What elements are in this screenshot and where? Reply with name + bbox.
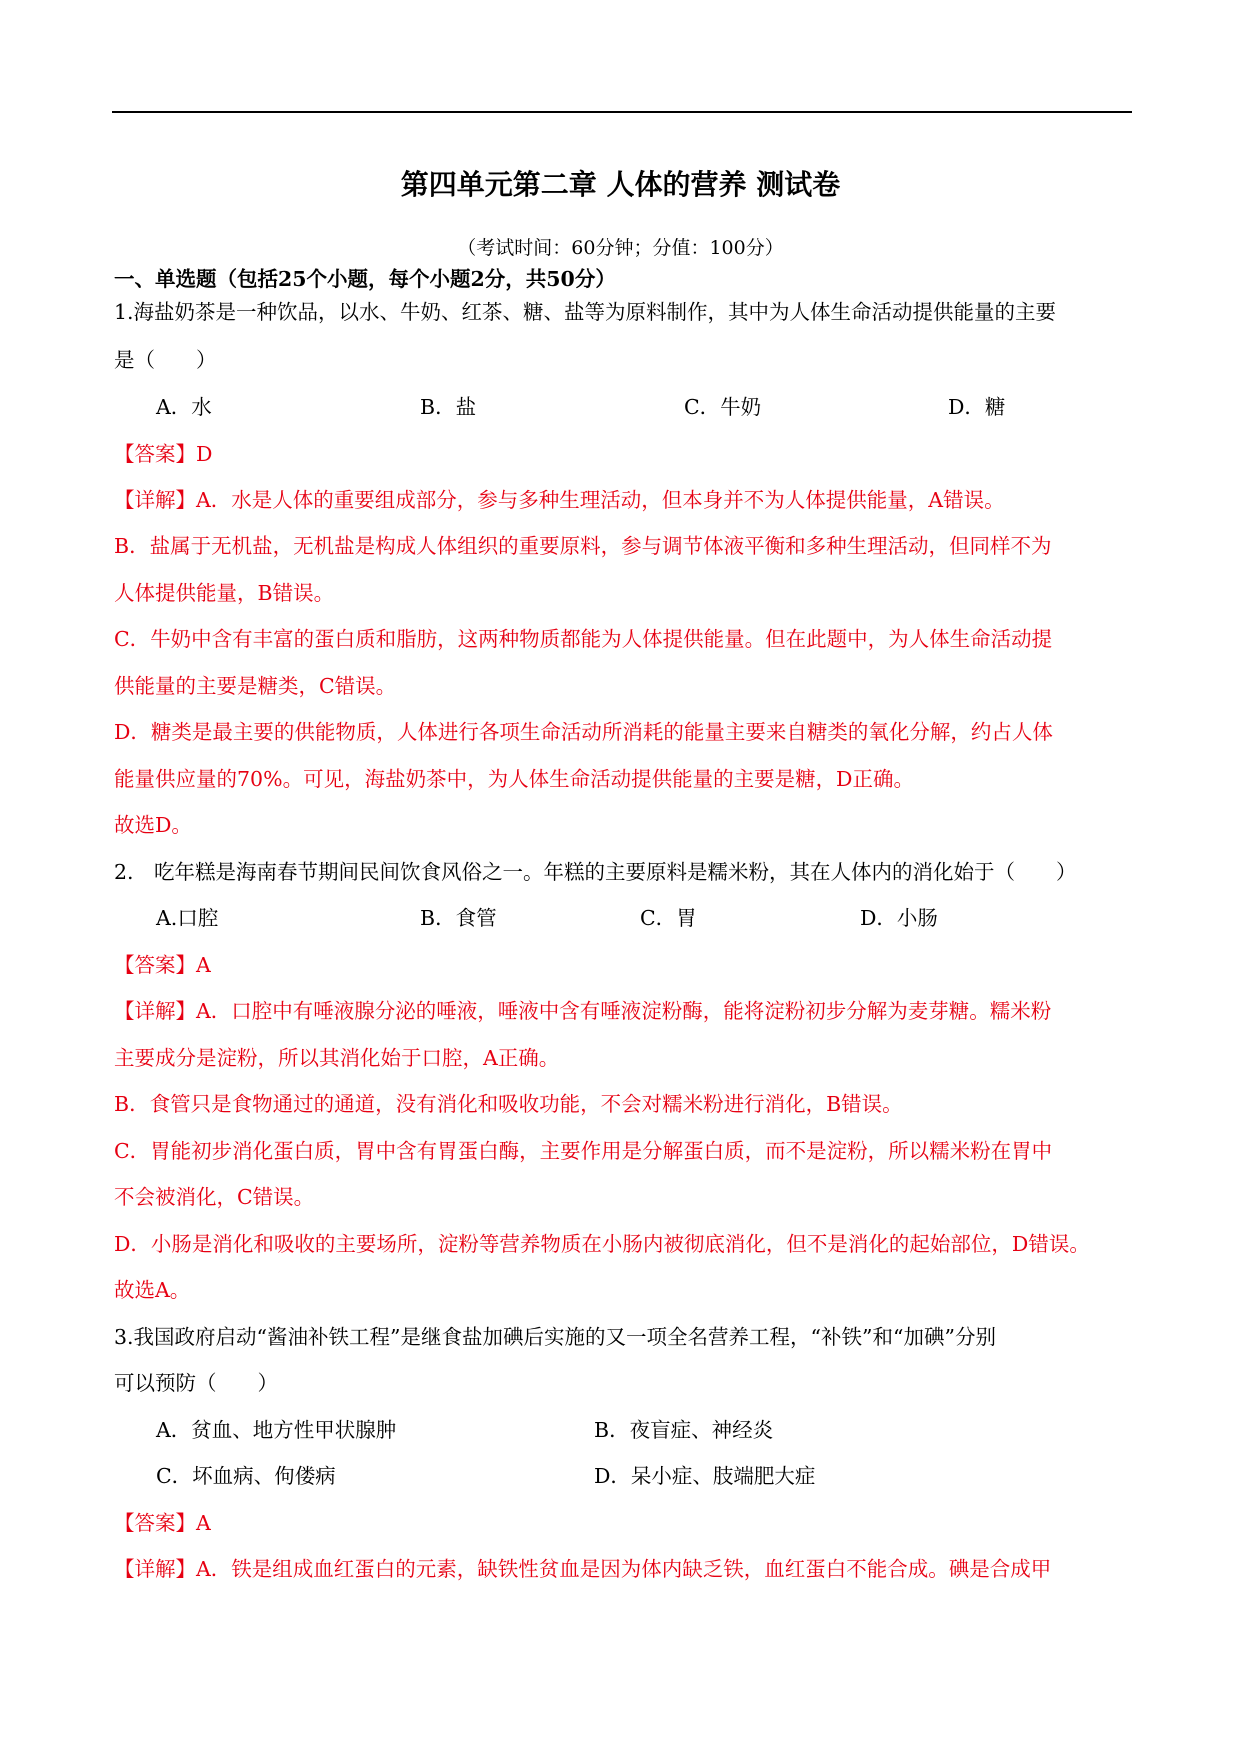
- q3-option-b: B．夜盲症、神经炎: [594, 1418, 774, 1442]
- page-title: 第四单元第二章 人体的营养 测试卷: [400, 168, 841, 201]
- q1-detail-2b: 人体提供能量，B错误。: [114, 581, 335, 605]
- q3-stem-line1: 3.我国政府启动“酱油补铁工程”是继食盐加碘后实施的又一项全名营养工程，“补铁”和“加碘”分别: [114, 1325, 996, 1349]
- q3-answer: 【答案】A: [114, 1511, 211, 1535]
- q2-option-c: C．胃: [640, 906, 697, 930]
- q2-option-a: A.口腔: [156, 906, 219, 930]
- q1-detail-4a: D．糖类是最主要的供能物质，人体进行各项生命活动所消耗的能量主要来自糖类的氧化分解，约占人体: [114, 720, 1053, 744]
- q2-conclusion: 故选A。: [114, 1278, 191, 1302]
- q2-detail-1a-text: A．口腔中有唾液腺分泌的唾液，唾液中含有唾液淀粉酶，能将淀粉初步分解为麦芽糖。糯米粉: [196, 999, 1052, 1023]
- header-rule: [112, 111, 1132, 113]
- q1-detail-3a: C．牛奶中含有丰富的蛋白质和脂肪，这两种物质都能为人体提供能量。但在此题中，为人体生命活动提: [114, 627, 1053, 651]
- q1-conclusion: 故选D。: [114, 813, 192, 837]
- q1-option-d: D．糖: [948, 395, 1006, 419]
- q1-stem-line1: 1.海盐奶茶是一种饮品，以水、牛奶、红茶、糖、盐等为原料制作，其中为人体生命活动提供能量的主要: [114, 300, 1057, 324]
- exam-info: （考试时间：60分钟；分值：100分）: [457, 237, 784, 259]
- q3-detail-tag: 【详解】: [114, 1557, 196, 1581]
- q2-detail-3b: 不会被消化，C错误。: [114, 1185, 315, 1209]
- q1-answer: 【答案】D: [114, 442, 213, 466]
- q2-option-d: D．小肠: [860, 906, 938, 930]
- q2-detail-tag: 【详解】: [114, 999, 196, 1023]
- section-heading: 一、单选题（包括25个小题，每个小题2分，共50分）: [114, 267, 616, 291]
- q2-detail-1b: 主要成分是淀粉，所以其消化始于口腔，A正确。: [114, 1046, 560, 1070]
- q3-option-c: C．坏血病、佝偻病: [156, 1464, 336, 1488]
- q2-option-b: B．食管: [420, 906, 497, 930]
- q1-detail-tag: 【详解】: [114, 488, 196, 512]
- q1-option-b: B．盐: [420, 395, 477, 419]
- q2-detail-3a: C．胃能初步消化蛋白质，胃中含有胃蛋白酶，主要作用是分解蛋白质，而不是淀粉，所以糯米粉在胃中: [114, 1139, 1053, 1163]
- q1-option-a: A．水: [156, 395, 212, 419]
- q3-option-d: D．呆小症、肢端肥大症: [594, 1464, 816, 1488]
- q2-stem: 2. 吃年糕是海南春节期间民间饮食风俗之一。年糕的主要原料是糯米粉，其在人体内的消化始于（ ）: [114, 860, 1077, 884]
- q2-detail-4: D．小肠是消化和吸收的主要场所，淀粉等营养物质在小肠内被彻底消化，但不是消化的起始部位，D错误。: [114, 1232, 1090, 1256]
- q1-option-c: C．牛奶: [684, 395, 762, 419]
- q1-detail-2a: B．盐属于无机盐，无机盐是构成人体组织的重要原料，参与调节体液平衡和多种生理活动，但同样不为: [114, 534, 1052, 558]
- q3-stem-line2: 可以预防（ ）: [114, 1371, 278, 1395]
- q1-detail-1: [114, 487, 1005, 513]
- q1-stem-line2: 是（ ）: [114, 348, 217, 372]
- q3-option-a: A．贫血、地方性甲状腺肿: [156, 1418, 397, 1442]
- q1-detail-3b: 供能量的主要是糖类，C错误。: [114, 674, 397, 698]
- q2-answer: 【答案】A: [114, 953, 211, 977]
- q3-detail-1-text: A．铁是组成血红蛋白的元素，缺铁性贫血是因为体内缺乏铁，血红蛋白不能合成。碘是合成甲: [196, 1557, 1052, 1581]
- q3-detail-1: [114, 1556, 1051, 1582]
- q2-detail-1a: [114, 998, 1051, 1024]
- q1-detail-4b: 能量供应量的70%。可见，海盐奶茶中，为人体生命活动提供能量的主要是糖，D正确。: [114, 767, 914, 791]
- q1-detail-1-text: A．水是人体的重要组成部分，参与多种生理活动，但本身并不为人体提供能量，A错误。: [196, 488, 1005, 512]
- q2-detail-2: B．食管只是食物通过的通道，没有消化和吸收功能，不会对糯米粉进行消化，B错误。: [114, 1092, 903, 1116]
